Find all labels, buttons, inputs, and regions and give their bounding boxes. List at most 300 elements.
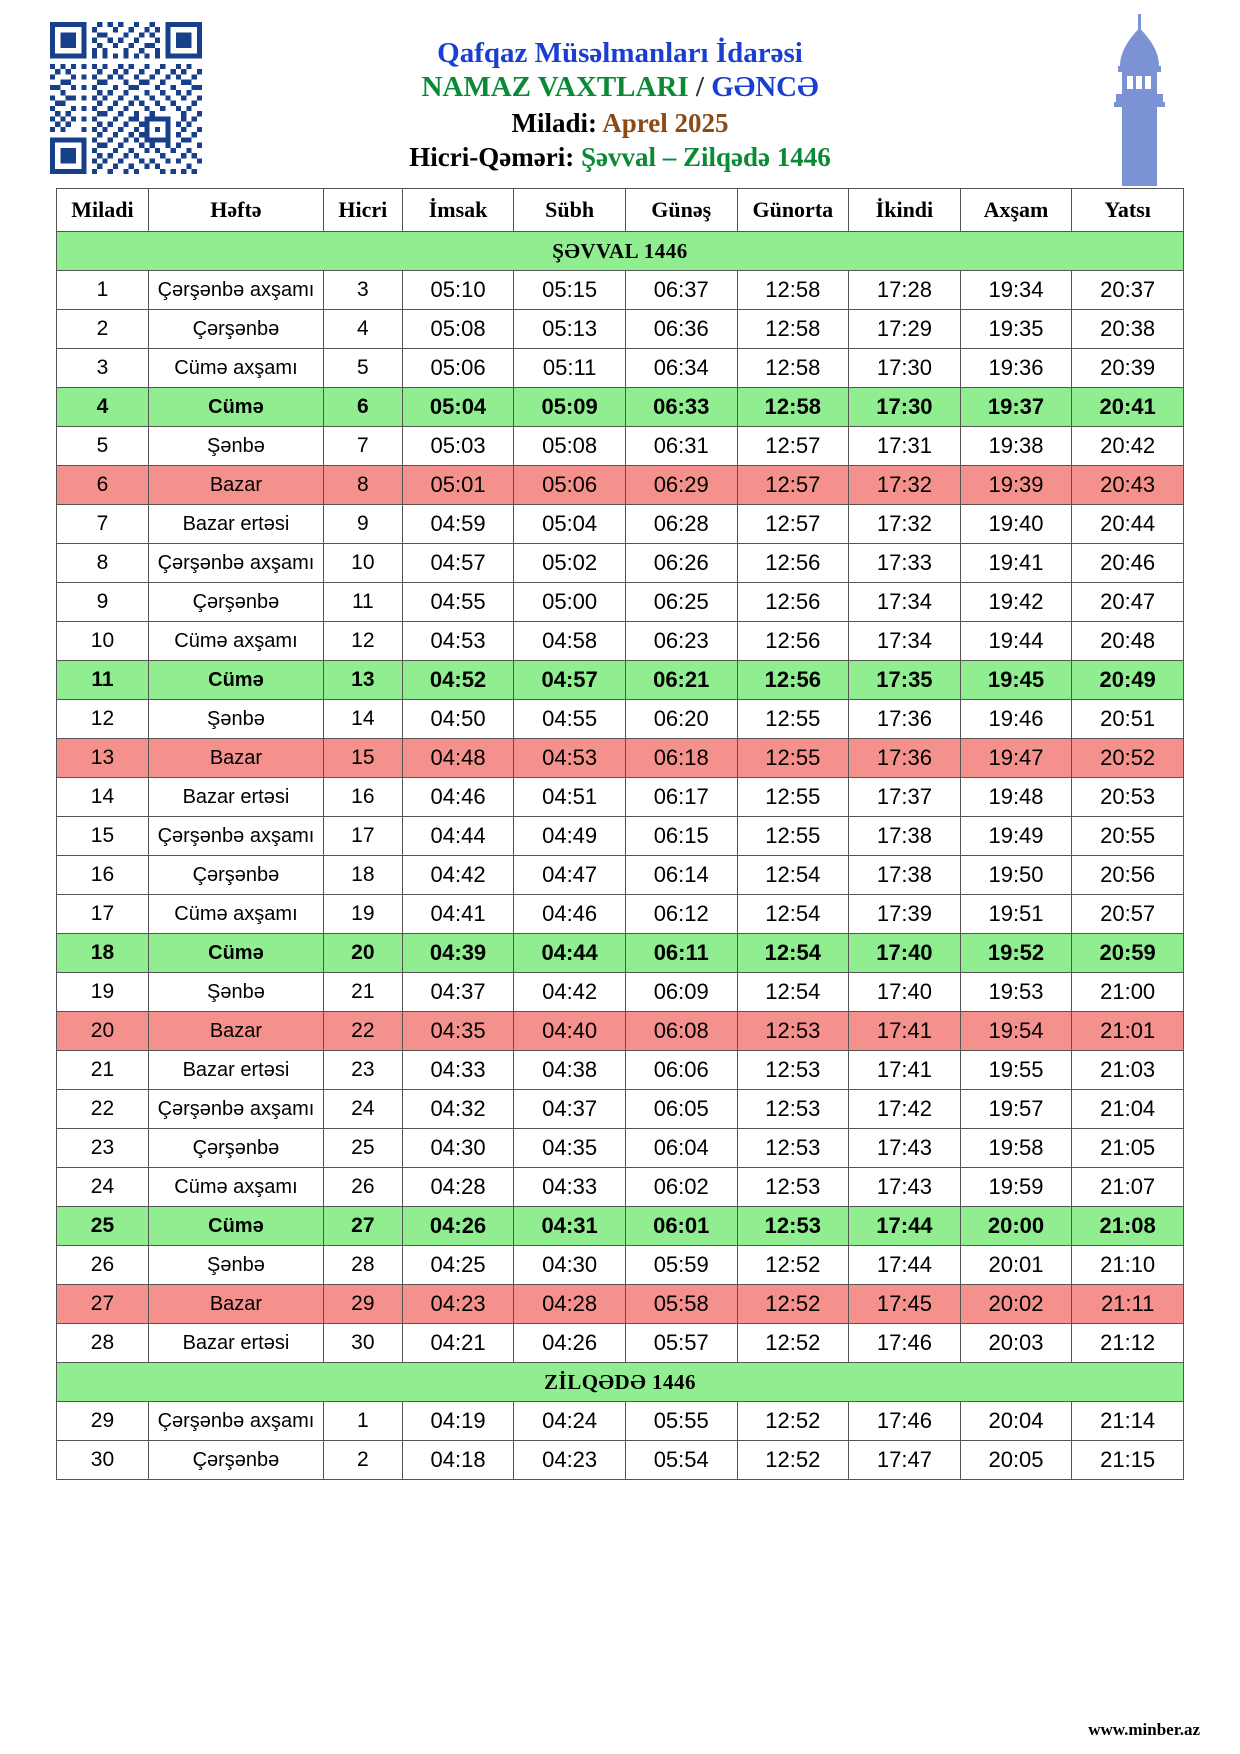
cell-axsam: 19:39 bbox=[960, 466, 1072, 505]
cell-miladi: 27 bbox=[57, 1285, 149, 1324]
cell-gunorta: 12:55 bbox=[737, 700, 849, 739]
cell-imsak: 04:25 bbox=[402, 1246, 514, 1285]
cell-miladi: 18 bbox=[57, 934, 149, 973]
table-row bbox=[57, 1207, 1184, 1246]
cell-ikindi: 17:36 bbox=[849, 739, 961, 778]
cell-axsam: 20:02 bbox=[960, 1285, 1072, 1324]
cell-yatsi: 20:47 bbox=[1072, 583, 1184, 622]
table-row bbox=[57, 1051, 1184, 1090]
cell-hicri: 14 bbox=[323, 700, 402, 739]
cell-gunes: 06:17 bbox=[625, 778, 737, 817]
cell-hefte: Çərşənbə bbox=[148, 856, 323, 895]
cell-hefte: Bazar ertəsi bbox=[148, 1051, 323, 1090]
cell-gunes: 06:25 bbox=[625, 583, 737, 622]
cell-gunorta: 12:56 bbox=[737, 661, 849, 700]
cell-axsam: 19:46 bbox=[960, 700, 1072, 739]
cell-yatsi: 20:55 bbox=[1072, 817, 1184, 856]
cell-axsam: 19:38 bbox=[960, 427, 1072, 466]
cell-yatsi: 21:05 bbox=[1072, 1129, 1184, 1168]
cell-gunorta: 12:57 bbox=[737, 466, 849, 505]
cell-subh: 04:37 bbox=[514, 1090, 626, 1129]
cell-hicri: 2 bbox=[323, 1441, 402, 1480]
title-city: GƏNCƏ bbox=[711, 71, 819, 104]
column-header-gunorta: Günorta bbox=[737, 189, 849, 232]
table-row bbox=[57, 1168, 1184, 1207]
cell-gunorta: 12:56 bbox=[737, 544, 849, 583]
hicri-line bbox=[34, 142, 1206, 174]
cell-yatsi: 21:14 bbox=[1072, 1402, 1184, 1441]
cell-hicri: 3 bbox=[323, 271, 402, 310]
cell-yatsi: 21:08 bbox=[1072, 1207, 1184, 1246]
cell-axsam: 20:04 bbox=[960, 1402, 1072, 1441]
cell-gunes: 06:09 bbox=[625, 973, 737, 1012]
cell-subh: 04:58 bbox=[514, 622, 626, 661]
page-header bbox=[34, 14, 1206, 184]
cell-hicri: 26 bbox=[323, 1168, 402, 1207]
table-row bbox=[57, 622, 1184, 661]
cell-hicri: 1 bbox=[323, 1402, 402, 1441]
cell-hicri: 28 bbox=[323, 1246, 402, 1285]
table-row bbox=[57, 817, 1184, 856]
cell-gunes: 06:05 bbox=[625, 1090, 737, 1129]
cell-imsak: 04:50 bbox=[402, 700, 514, 739]
cell-yatsi: 21:00 bbox=[1072, 973, 1184, 1012]
cell-imsak: 04:23 bbox=[402, 1285, 514, 1324]
cell-gunes: 06:28 bbox=[625, 505, 737, 544]
miladi-label: Miladi: bbox=[511, 108, 597, 139]
cell-axsam: 19:50 bbox=[960, 856, 1072, 895]
table-row bbox=[57, 1012, 1184, 1051]
cell-subh: 04:30 bbox=[514, 1246, 626, 1285]
cell-hicri: 20 bbox=[323, 934, 402, 973]
cell-ikindi: 17:38 bbox=[849, 856, 961, 895]
cell-hefte: Çərşənbə bbox=[148, 310, 323, 349]
cell-miladi: 29 bbox=[57, 1402, 149, 1441]
table-row bbox=[57, 349, 1184, 388]
cell-imsak: 04:32 bbox=[402, 1090, 514, 1129]
cell-axsam: 19:53 bbox=[960, 973, 1072, 1012]
cell-yatsi: 20:46 bbox=[1072, 544, 1184, 583]
footer-website[interactable]: www.minber.az bbox=[1088, 1720, 1200, 1739]
cell-imsak: 04:55 bbox=[402, 583, 514, 622]
cell-imsak: 04:21 bbox=[402, 1324, 514, 1363]
column-header-miladi: Miladi bbox=[57, 189, 149, 232]
cell-miladi: 25 bbox=[57, 1207, 149, 1246]
table-row bbox=[57, 505, 1184, 544]
table-row bbox=[57, 1324, 1184, 1363]
column-header-yatsi: Yatsı bbox=[1072, 189, 1184, 232]
cell-imsak: 04:33 bbox=[402, 1051, 514, 1090]
cell-miladi: 23 bbox=[57, 1129, 149, 1168]
cell-subh: 05:06 bbox=[514, 466, 626, 505]
title-separator: / bbox=[695, 71, 704, 104]
cell-hefte: Çərşənbə bbox=[148, 1129, 323, 1168]
cell-ikindi: 17:33 bbox=[849, 544, 961, 583]
cell-imsak: 04:41 bbox=[402, 895, 514, 934]
cell-imsak: 04:42 bbox=[402, 856, 514, 895]
cell-imsak: 04:30 bbox=[402, 1129, 514, 1168]
cell-hicri: 13 bbox=[323, 661, 402, 700]
cell-gunorta: 12:56 bbox=[737, 622, 849, 661]
cell-gunes: 06:14 bbox=[625, 856, 737, 895]
organization-title: Qafqaz Müsəlmanları İdarəsi bbox=[437, 37, 803, 69]
cell-imsak: 04:53 bbox=[402, 622, 514, 661]
cell-gunorta: 12:57 bbox=[737, 505, 849, 544]
table-row bbox=[57, 1090, 1184, 1129]
cell-gunorta: 12:53 bbox=[737, 1129, 849, 1168]
cell-ikindi: 17:34 bbox=[849, 622, 961, 661]
cell-subh: 04:23 bbox=[514, 1441, 626, 1480]
miladi-value: Aprel 2025 bbox=[602, 108, 729, 139]
cell-ikindi: 17:40 bbox=[849, 934, 961, 973]
cell-ikindi: 17:32 bbox=[849, 505, 961, 544]
cell-axsam: 20:01 bbox=[960, 1246, 1072, 1285]
cell-imsak: 05:03 bbox=[402, 427, 514, 466]
cell-imsak: 04:44 bbox=[402, 817, 514, 856]
cell-axsam: 19:47 bbox=[960, 739, 1072, 778]
cell-ikindi: 17:37 bbox=[849, 778, 961, 817]
cell-hefte: Bazar bbox=[148, 739, 323, 778]
cell-hefte: Cümə axşamı bbox=[148, 622, 323, 661]
cell-ikindi: 17:38 bbox=[849, 817, 961, 856]
cell-hicri: 27 bbox=[323, 1207, 402, 1246]
cell-ikindi: 17:46 bbox=[849, 1402, 961, 1441]
cell-axsam: 20:00 bbox=[960, 1207, 1072, 1246]
table-row bbox=[57, 856, 1184, 895]
cell-yatsi: 20:48 bbox=[1072, 622, 1184, 661]
cell-yatsi: 21:04 bbox=[1072, 1090, 1184, 1129]
cell-yatsi: 21:07 bbox=[1072, 1168, 1184, 1207]
cell-axsam: 19:42 bbox=[960, 583, 1072, 622]
table-row bbox=[57, 778, 1184, 817]
cell-hefte: Çərşənbə bbox=[148, 1441, 323, 1480]
cell-subh: 04:44 bbox=[514, 934, 626, 973]
cell-gunorta: 12:54 bbox=[737, 973, 849, 1012]
cell-miladi: 10 bbox=[57, 622, 149, 661]
month-section-label: ZİLQƏDƏ 1446 bbox=[57, 1363, 1184, 1402]
cell-yatsi: 21:11 bbox=[1072, 1285, 1184, 1324]
qr-code-icon[interactable] bbox=[50, 22, 202, 174]
cell-subh: 04:40 bbox=[514, 1012, 626, 1051]
cell-subh: 04:47 bbox=[514, 856, 626, 895]
cell-hefte: Çərşənbə bbox=[148, 583, 323, 622]
cell-hicri: 12 bbox=[323, 622, 402, 661]
cell-miladi: 17 bbox=[57, 895, 149, 934]
cell-gunes: 06:08 bbox=[625, 1012, 737, 1051]
cell-hicri: 24 bbox=[323, 1090, 402, 1129]
cell-gunorta: 12:55 bbox=[737, 739, 849, 778]
cell-hicri: 10 bbox=[323, 544, 402, 583]
cell-axsam: 19:44 bbox=[960, 622, 1072, 661]
cell-miladi: 2 bbox=[57, 310, 149, 349]
cell-yatsi: 21:12 bbox=[1072, 1324, 1184, 1363]
cell-miladi: 3 bbox=[57, 349, 149, 388]
cell-gunorta: 12:58 bbox=[737, 388, 849, 427]
cell-axsam: 19:40 bbox=[960, 505, 1072, 544]
cell-hefte: Bazar ertəsi bbox=[148, 1324, 323, 1363]
cell-gunes: 06:23 bbox=[625, 622, 737, 661]
cell-miladi: 19 bbox=[57, 973, 149, 1012]
column-header-axsam: Axşam bbox=[960, 189, 1072, 232]
cell-axsam: 19:35 bbox=[960, 310, 1072, 349]
cell-subh: 04:28 bbox=[514, 1285, 626, 1324]
cell-hicri: 6 bbox=[323, 388, 402, 427]
cell-gunes: 05:55 bbox=[625, 1402, 737, 1441]
cell-hefte: Şənbə bbox=[148, 700, 323, 739]
cell-axsam: 19:49 bbox=[960, 817, 1072, 856]
table-header-row bbox=[57, 189, 1184, 232]
cell-yatsi: 20:41 bbox=[1072, 388, 1184, 427]
cell-ikindi: 17:29 bbox=[849, 310, 961, 349]
cell-ikindi: 17:46 bbox=[849, 1324, 961, 1363]
cell-miladi: 5 bbox=[57, 427, 149, 466]
cell-hicri: 21 bbox=[323, 973, 402, 1012]
table-row bbox=[57, 661, 1184, 700]
cell-gunes: 06:21 bbox=[625, 661, 737, 700]
month-section-row bbox=[57, 1363, 1184, 1402]
cell-miladi: 16 bbox=[57, 856, 149, 895]
column-header-subh: Sübh bbox=[514, 189, 626, 232]
header-titles bbox=[34, 14, 1206, 174]
cell-hicri: 17 bbox=[323, 817, 402, 856]
cell-hicri: 16 bbox=[323, 778, 402, 817]
cell-gunorta: 12:53 bbox=[737, 1090, 849, 1129]
cell-subh: 04:31 bbox=[514, 1207, 626, 1246]
cell-miladi: 6 bbox=[57, 466, 149, 505]
cell-ikindi: 17:35 bbox=[849, 661, 961, 700]
cell-imsak: 05:06 bbox=[402, 349, 514, 388]
cell-hicri: 15 bbox=[323, 739, 402, 778]
cell-gunes: 06:31 bbox=[625, 427, 737, 466]
cell-yatsi: 20:52 bbox=[1072, 739, 1184, 778]
cell-miladi: 30 bbox=[57, 1441, 149, 1480]
table-row bbox=[57, 973, 1184, 1012]
cell-axsam: 19:36 bbox=[960, 349, 1072, 388]
cell-subh: 04:38 bbox=[514, 1051, 626, 1090]
cell-gunes: 06:37 bbox=[625, 271, 737, 310]
table-row bbox=[57, 895, 1184, 934]
cell-axsam: 19:57 bbox=[960, 1090, 1072, 1129]
cell-subh: 04:57 bbox=[514, 661, 626, 700]
cell-hicri: 9 bbox=[323, 505, 402, 544]
cell-hicri: 22 bbox=[323, 1012, 402, 1051]
table-row bbox=[57, 1129, 1184, 1168]
cell-hicri: 23 bbox=[323, 1051, 402, 1090]
cell-ikindi: 17:31 bbox=[849, 427, 961, 466]
cell-hefte: Cümə axşamı bbox=[148, 349, 323, 388]
cell-hicri: 4 bbox=[323, 310, 402, 349]
cell-subh: 04:46 bbox=[514, 895, 626, 934]
cell-gunes: 06:36 bbox=[625, 310, 737, 349]
cell-miladi: 20 bbox=[57, 1012, 149, 1051]
cell-subh: 05:02 bbox=[514, 544, 626, 583]
cell-imsak: 05:01 bbox=[402, 466, 514, 505]
cell-axsam: 19:52 bbox=[960, 934, 1072, 973]
table-row bbox=[57, 427, 1184, 466]
cell-yatsi: 20:51 bbox=[1072, 700, 1184, 739]
cell-ikindi: 17:45 bbox=[849, 1285, 961, 1324]
cell-hicri: 18 bbox=[323, 856, 402, 895]
cell-gunes: 06:04 bbox=[625, 1129, 737, 1168]
cell-gunes: 06:02 bbox=[625, 1168, 737, 1207]
cell-ikindi: 17:36 bbox=[849, 700, 961, 739]
cell-ikindi: 17:41 bbox=[849, 1012, 961, 1051]
cell-subh: 04:42 bbox=[514, 973, 626, 1012]
cell-gunes: 06:18 bbox=[625, 739, 737, 778]
cell-gunorta: 12:53 bbox=[737, 1051, 849, 1090]
cell-gunes: 06:01 bbox=[625, 1207, 737, 1246]
cell-ikindi: 17:44 bbox=[849, 1207, 961, 1246]
cell-hicri: 7 bbox=[323, 427, 402, 466]
cell-gunes: 06:33 bbox=[625, 388, 737, 427]
cell-ikindi: 17:28 bbox=[849, 271, 961, 310]
cell-gunes: 05:54 bbox=[625, 1441, 737, 1480]
cell-imsak: 04:46 bbox=[402, 778, 514, 817]
cell-ikindi: 17:41 bbox=[849, 1051, 961, 1090]
cell-hefte: Çərşənbə axşamı bbox=[148, 817, 323, 856]
cell-subh: 04:33 bbox=[514, 1168, 626, 1207]
cell-yatsi: 20:53 bbox=[1072, 778, 1184, 817]
month-section-label: ŞƏVVAL 1446 bbox=[57, 232, 1184, 271]
cell-hefte: Cümə bbox=[148, 388, 323, 427]
cell-imsak: 05:08 bbox=[402, 310, 514, 349]
cell-imsak: 04:18 bbox=[402, 1441, 514, 1480]
cell-yatsi: 20:57 bbox=[1072, 895, 1184, 934]
minaret-icon bbox=[1092, 14, 1188, 186]
cell-subh: 05:08 bbox=[514, 427, 626, 466]
cell-subh: 05:09 bbox=[514, 388, 626, 427]
cell-hicri: 29 bbox=[323, 1285, 402, 1324]
table-row bbox=[57, 544, 1184, 583]
cell-imsak: 04:52 bbox=[402, 661, 514, 700]
cell-ikindi: 17:43 bbox=[849, 1168, 961, 1207]
cell-hefte: Şənbə bbox=[148, 973, 323, 1012]
cell-miladi: 28 bbox=[57, 1324, 149, 1363]
cell-hicri: 5 bbox=[323, 349, 402, 388]
cell-ikindi: 17:44 bbox=[849, 1246, 961, 1285]
cell-hefte: Bazar bbox=[148, 466, 323, 505]
cell-subh: 04:53 bbox=[514, 739, 626, 778]
cell-hefte: Cümə axşamı bbox=[148, 895, 323, 934]
cell-subh: 04:51 bbox=[514, 778, 626, 817]
cell-axsam: 20:03 bbox=[960, 1324, 1072, 1363]
cell-axsam: 20:05 bbox=[960, 1441, 1072, 1480]
cell-gunorta: 12:52 bbox=[737, 1441, 849, 1480]
cell-hefte: Çərşənbə axşamı bbox=[148, 544, 323, 583]
cell-gunorta: 12:56 bbox=[737, 583, 849, 622]
cell-miladi: 26 bbox=[57, 1246, 149, 1285]
table-row bbox=[57, 1285, 1184, 1324]
cell-miladi: 14 bbox=[57, 778, 149, 817]
cell-subh: 05:04 bbox=[514, 505, 626, 544]
cell-miladi: 11 bbox=[57, 661, 149, 700]
table-row bbox=[57, 271, 1184, 310]
prayer-times-table bbox=[56, 188, 1184, 1480]
cell-imsak: 04:48 bbox=[402, 739, 514, 778]
cell-gunorta: 12:58 bbox=[737, 349, 849, 388]
page-title bbox=[34, 70, 1206, 104]
cell-hefte: Bazar ertəsi bbox=[148, 778, 323, 817]
cell-axsam: 19:41 bbox=[960, 544, 1072, 583]
cell-ikindi: 17:43 bbox=[849, 1129, 961, 1168]
cell-hefte: Bazar bbox=[148, 1285, 323, 1324]
cell-yatsi: 21:10 bbox=[1072, 1246, 1184, 1285]
cell-ikindi: 17:30 bbox=[849, 388, 961, 427]
column-header-imsak: İmsak bbox=[402, 189, 514, 232]
cell-axsam: 19:58 bbox=[960, 1129, 1072, 1168]
cell-hefte: Şənbə bbox=[148, 1246, 323, 1285]
cell-hefte: Çərşənbə axşamı bbox=[148, 1402, 323, 1441]
cell-subh: 04:26 bbox=[514, 1324, 626, 1363]
cell-imsak: 04:37 bbox=[402, 973, 514, 1012]
cell-miladi: 13 bbox=[57, 739, 149, 778]
cell-miladi: 8 bbox=[57, 544, 149, 583]
cell-gunorta: 12:55 bbox=[737, 778, 849, 817]
cell-subh: 04:49 bbox=[514, 817, 626, 856]
cell-gunorta: 12:54 bbox=[737, 934, 849, 973]
cell-imsak: 04:57 bbox=[402, 544, 514, 583]
miladi-line bbox=[34, 108, 1206, 140]
cell-ikindi: 17:34 bbox=[849, 583, 961, 622]
cell-yatsi: 20:39 bbox=[1072, 349, 1184, 388]
cell-yatsi: 20:59 bbox=[1072, 934, 1184, 973]
cell-miladi: 1 bbox=[57, 271, 149, 310]
cell-yatsi: 20:38 bbox=[1072, 310, 1184, 349]
cell-yatsi: 20:37 bbox=[1072, 271, 1184, 310]
cell-imsak: 04:26 bbox=[402, 1207, 514, 1246]
cell-hefte: Cümə bbox=[148, 661, 323, 700]
cell-gunorta: 12:57 bbox=[737, 427, 849, 466]
cell-yatsi: 20:49 bbox=[1072, 661, 1184, 700]
cell-gunes: 06:20 bbox=[625, 700, 737, 739]
cell-imsak: 05:04 bbox=[402, 388, 514, 427]
column-header-gunes: Günəş bbox=[625, 189, 737, 232]
cell-hicri: 19 bbox=[323, 895, 402, 934]
cell-imsak: 04:35 bbox=[402, 1012, 514, 1051]
cell-miladi: 24 bbox=[57, 1168, 149, 1207]
table-row bbox=[57, 310, 1184, 349]
cell-miladi: 7 bbox=[57, 505, 149, 544]
cell-gunes: 05:59 bbox=[625, 1246, 737, 1285]
cell-axsam: 19:34 bbox=[960, 271, 1072, 310]
month-section-row bbox=[57, 232, 1184, 271]
title-main: NAMAZ VAXTLARI bbox=[421, 71, 689, 104]
cell-hefte: Cümə bbox=[148, 934, 323, 973]
cell-hefte: Çərşənbə axşamı bbox=[148, 1090, 323, 1129]
cell-gunorta: 12:58 bbox=[737, 310, 849, 349]
cell-gunorta: 12:54 bbox=[737, 856, 849, 895]
cell-imsak: 04:19 bbox=[402, 1402, 514, 1441]
cell-gunes: 06:34 bbox=[625, 349, 737, 388]
cell-axsam: 19:55 bbox=[960, 1051, 1072, 1090]
cell-subh: 05:15 bbox=[514, 271, 626, 310]
cell-axsam: 19:54 bbox=[960, 1012, 1072, 1051]
cell-hicri: 25 bbox=[323, 1129, 402, 1168]
table-body bbox=[57, 232, 1184, 1480]
cell-subh: 04:35 bbox=[514, 1129, 626, 1168]
cell-ikindi: 17:40 bbox=[849, 973, 961, 1012]
table-row bbox=[57, 739, 1184, 778]
cell-ikindi: 17:47 bbox=[849, 1441, 961, 1480]
cell-axsam: 19:59 bbox=[960, 1168, 1072, 1207]
column-header-hefte: Həftə bbox=[148, 189, 323, 232]
cell-yatsi: 20:56 bbox=[1072, 856, 1184, 895]
cell-yatsi: 21:15 bbox=[1072, 1441, 1184, 1480]
cell-miladi: 15 bbox=[57, 817, 149, 856]
cell-gunes: 06:11 bbox=[625, 934, 737, 973]
cell-ikindi: 17:42 bbox=[849, 1090, 961, 1129]
cell-gunes: 06:15 bbox=[625, 817, 737, 856]
